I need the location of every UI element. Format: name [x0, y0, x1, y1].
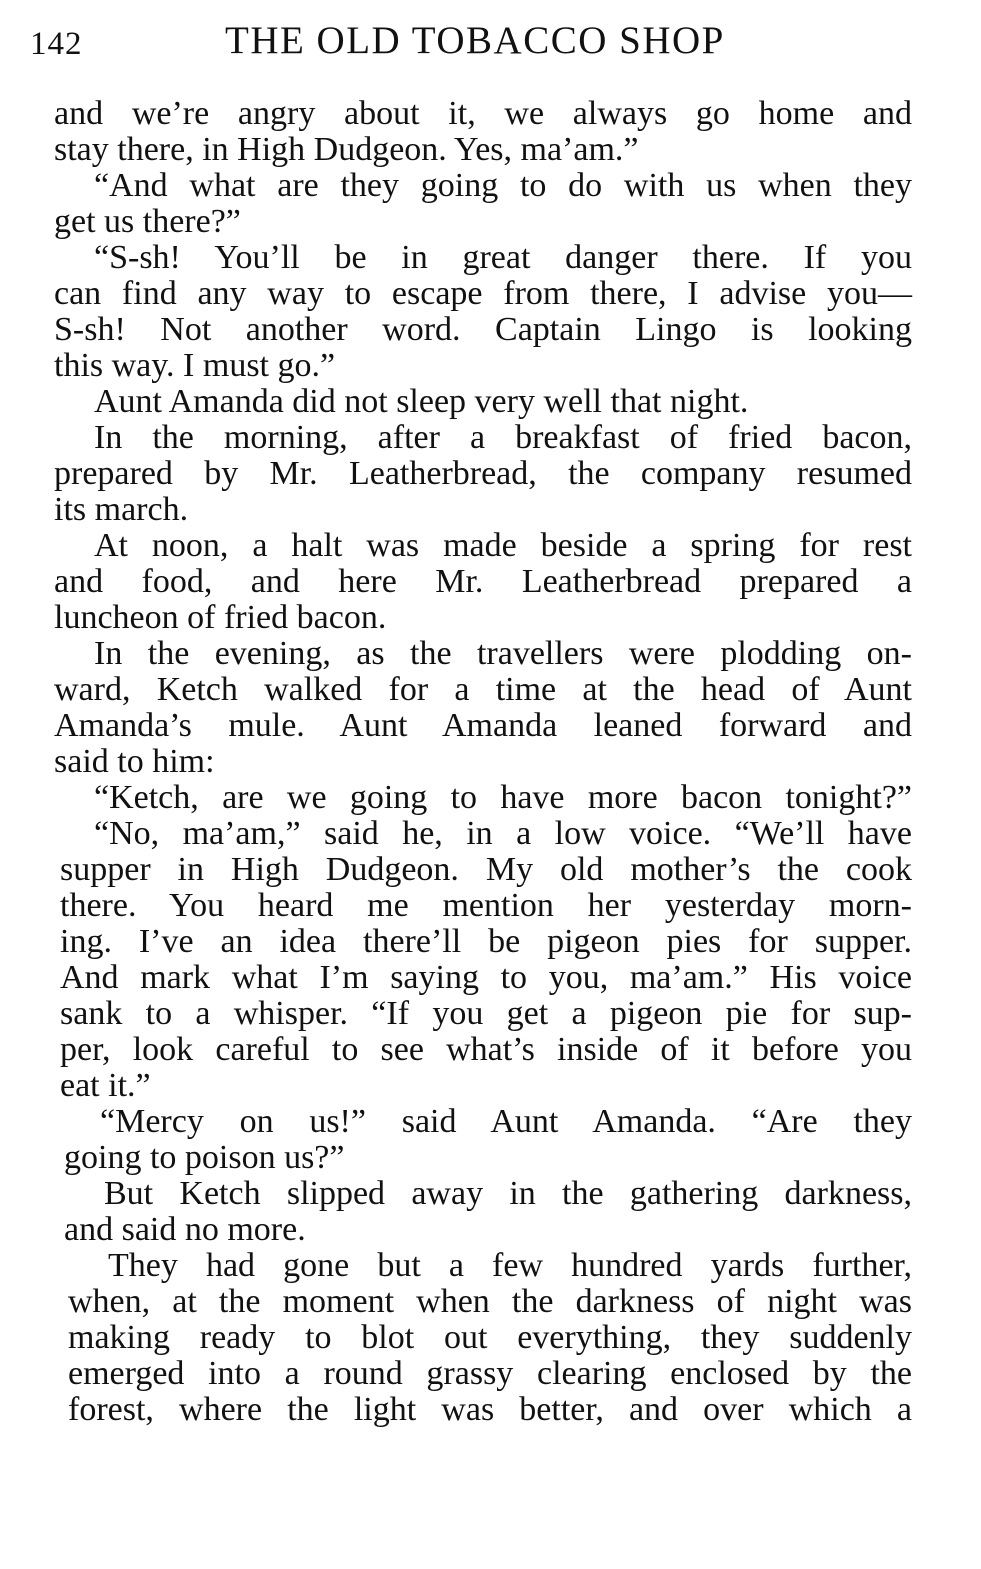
page-number: 142 [30, 26, 83, 62]
text-line: “And what are they going to do with us when they [94, 167, 912, 204]
text-line: making ready to blot out everything, they suddenly [68, 1319, 912, 1356]
text-line: “S-sh! You’ll be in great danger there. If you [94, 239, 912, 276]
text-line: And mark what I’m saying to you, ma’am.” His voice [60, 959, 912, 996]
text-line: At noon, a halt was made beside a spring for rest [94, 527, 912, 564]
text-line: said to him: [54, 743, 215, 780]
body-text [54, 96, 912, 1428]
text-line: and food, and here Mr. Leatherbread prepared a [54, 563, 912, 600]
text-line: stay there, in High Dudgeon. Yes, ma’am.” [54, 131, 639, 168]
running-title: THE OLD TOBACCO SHOP [225, 19, 725, 62]
text-line: and said no more. [64, 1211, 306, 1248]
text-line: But Ketch slipped away in the gathering darkness, [104, 1175, 912, 1212]
text-line: “Ketch, are we going to have more bacon tonight?” [94, 779, 912, 816]
text-line: when, at the moment when the darkness of night was [68, 1283, 912, 1320]
text-line: In the morning, after a breakfast of fried bacon, [94, 419, 912, 456]
text-line: S-sh! Not another word. Captain Lingo is looking [54, 311, 912, 348]
text-line: Aunt Amanda did not sleep very well that night. [94, 383, 749, 420]
text-line: get us there?” [54, 203, 241, 240]
text-line: prepared by Mr. Leatherbread, the company resumed [54, 455, 912, 492]
text-line: sank to a whisper. “If you get a pigeon pie for sup- [60, 995, 912, 1032]
text-line: there. You heard me mention her yesterday morn- [60, 887, 912, 924]
text-line: supper in High Dudgeon. My old mother’s the cook [60, 851, 912, 888]
page-header [30, 14, 930, 66]
text-line: In the evening, as the travellers were plodding on- [94, 635, 912, 672]
text-line: luncheon of fried bacon. [54, 599, 387, 636]
text-line: forest, where the light was better, and over which a [68, 1391, 912, 1428]
text-line: going to poison us?” [64, 1139, 345, 1176]
text-line: “No, ma’am,” said he, in a low voice. “We’ll have [94, 815, 912, 852]
text-line: and we’re angry about it, we always go home and [54, 95, 912, 132]
text-line: ward, Ketch walked for a time at the head of Aunt [54, 671, 912, 708]
text-line: per, look careful to see what’s inside of it before you [60, 1031, 912, 1068]
text-line: Amanda’s mule. Aunt Amanda leaned forward and [54, 707, 912, 744]
text-line: emerged into a round grassy clearing enclosed by the [68, 1355, 912, 1392]
text-line: They had gone but a few hundred yards further, [108, 1247, 912, 1284]
text-line: its march. [54, 491, 189, 528]
text-line: can find any way to escape from there, I advise you— [54, 275, 912, 312]
text-line: ing. I’ve an idea there’ll be pigeon pies for supper. [60, 923, 912, 960]
text-line: “Mercy on us!” said Aunt Amanda. “Are they [100, 1103, 912, 1140]
text-line: eat it.” [60, 1067, 151, 1104]
text-line: this way. I must go.” [54, 347, 336, 384]
